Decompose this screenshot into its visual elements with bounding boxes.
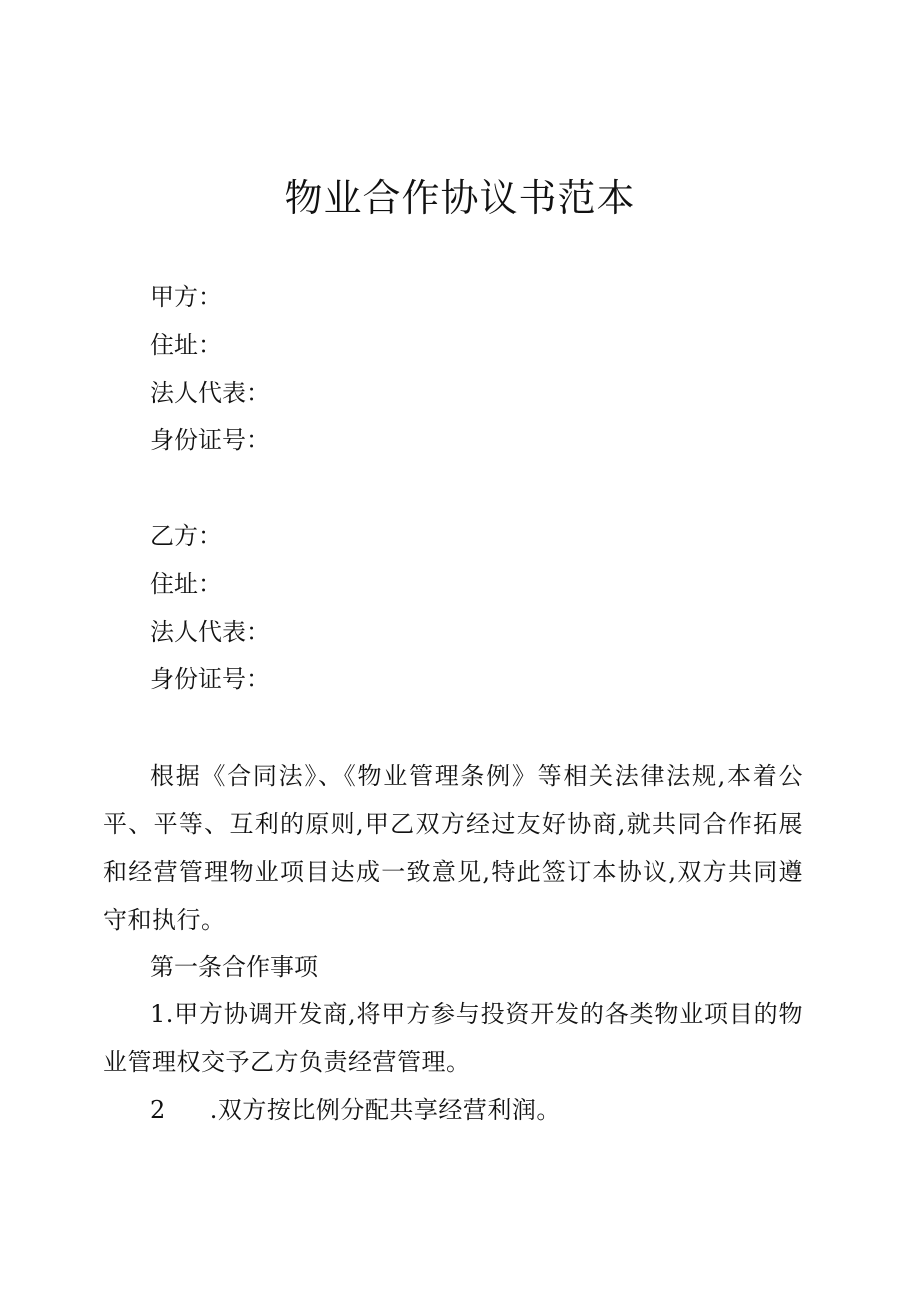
party-a-legal-rep-label: 法人代表： — [150, 379, 270, 407]
article-1-item-2 — [103, 1086, 803, 1134]
item-2-text: .双方按比例分配共享经营利润。 — [209, 1096, 561, 1124]
party-b-address-label: 住址： — [150, 570, 222, 598]
party-a-id-label: 身份证号： — [150, 426, 270, 454]
party-b-name-label: 乙方： — [150, 522, 222, 550]
item-2-number: 2 — [150, 1096, 166, 1124]
party-a-address-label: 住址： — [150, 331, 222, 359]
article-1-heading: 第一条合作事项 — [150, 953, 318, 981]
item-1-number: 1 — [150, 1000, 166, 1028]
preamble-paragraph: 根据《合同法》、《物业管理条例》等相关法律法规,本着公平、平等、互利的原则,甲乙双方经过友好协商,就共同合作拓展和经营管理物业项目达成一致意见,特此签订本协议,双方共同遵守和执行。 — [103, 762, 803, 934]
party-a-name-label: 甲方： — [150, 283, 222, 311]
item-1-text: .甲方协调开发商,将甲方参与投资开发的各类物业项目的物业管理权交予乙方负责经营管理。 — [103, 1000, 803, 1076]
party-b-id-label: 身份证号： — [150, 665, 270, 693]
article-1-item-1 — [103, 990, 803, 1086]
document-title: 物业合作协议书范本 — [284, 176, 636, 220]
party-b-legal-rep-label: 法人代表： — [150, 618, 270, 646]
